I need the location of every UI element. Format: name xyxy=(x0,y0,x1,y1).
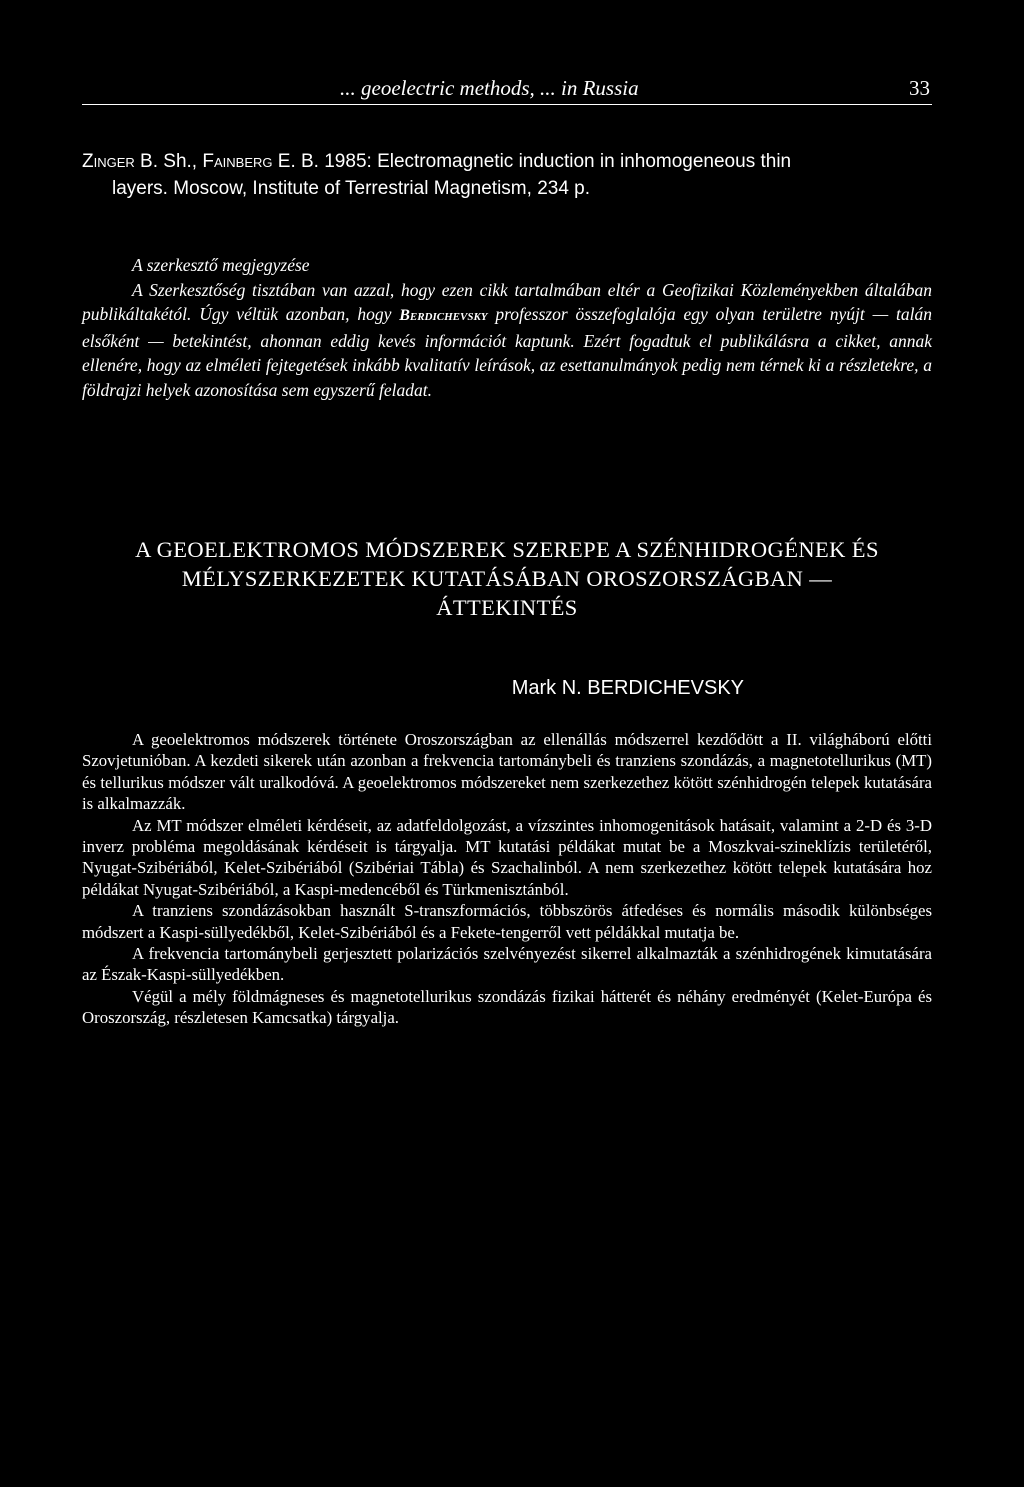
editor-note-heading: A szerkesztő megjegyzése xyxy=(132,255,310,275)
abstract xyxy=(82,729,932,1029)
article-title-line-1: A GEOELEKTROMOS MÓDSZEREK SZEREPE A SZÉNHIDROGÉNEK ÉS xyxy=(135,537,879,562)
reference-author-2-rest: E. B. 1985: Electromagnetic induction in inhomogeneous thin xyxy=(272,151,792,172)
abstract-paragraph: A geoelektromos módszerek története Oroszországban az ellenállás módszerrel kezdődött a II. világháború előtti Szovjetunióban. A kezdeti sikerek után azonban a frekvencia tartománybeli és tranziens szondázás, a magnetotellurikus (MT) és tellurikus módszer vált uralkodóvá. A geoelektromos módszereket nem szerkezethez kötött szénhidrogén telepek kutatására is alkalmazzák. xyxy=(82,730,932,814)
abstract-paragraph: A tranziens szondázásokban használt S-transzformációs, többszörös átfedéses és normális második különbséges módszert a Kaspi-süllyedékből, Kelet-Szibériából és a Fekete-tengerről vett példákkal mutatja be. xyxy=(82,901,932,942)
article-title-line-3: ÁTTEKINTÉS xyxy=(436,595,578,620)
author-name: Mark N. BERDICHEVSKY xyxy=(511,677,744,699)
editor-note-body xyxy=(82,278,932,403)
reference-author-1: Zinger xyxy=(82,151,135,172)
editor-note-name: Berdichevsky xyxy=(399,307,488,325)
editor-note xyxy=(82,253,932,403)
page-number: 33 xyxy=(909,76,930,100)
abstract-paragraph: Végül a mély földmágneses és magnetotellurikus szondázás fizikai hátterét és néhány eredményét (Kelet-Európa és Oroszország, részletesen Kamcsatka) tárgyalja. xyxy=(82,986,932,1028)
running-head xyxy=(82,74,932,105)
abstract-paragraph: A frekvencia tartománybeli gerjesztett polarizációs szelvényezést sikerrel alkalmazták a szénhidrogének kimutatására az Észak-Kaspi-süllyedékben. xyxy=(82,944,932,985)
editor-note-part-2: professzor összefoglalója egy olyan területre nyújt — talán elsőként — betekintést, ahonnan eddig kevés információt kaptunk. Ezért fogadtuk el publikálásra a cikket, annak ellenére, hogy az elméleti fejtegetések inkább kvalitatív leírások, az esettanulmányok pedig nem térnek ki a részletekre, a földrajzi helyek azonosítása sem egyszerű feladat. xyxy=(82,304,932,400)
reference-entry xyxy=(82,148,932,202)
reference-line-2: layers. Moscow, Institute of Terrestrial Magnetism, 234 p. xyxy=(112,178,591,199)
article-title-line-2: MÉLYSZERKEZETEK KUTATÁSÁBAN OROSZORSZÁGBAN — xyxy=(181,566,833,591)
editor-note-part-1: A Szerkesztőség tisztában van azzal, hogy ezen cikk tartalmában eltér a Geofizikai Közleményekben általában publikáltakétól. Úgy véltük azonban, hogy xyxy=(82,279,932,325)
running-head-title: ... geoelectric methods, ... in Russia xyxy=(340,76,639,100)
abstract-paragraph: Az MT módszer elméleti kérdéseit, az adatfeldolgozást, a vízszintes inhomogenitások hatásait, valamint a 2-D és 3-D inverz probléma megoldásának kérdéseit is tárgyalja. MT kutatási példákat mutat be a Moszkvai-szineklízis területéről, Nyugat-Szibériából, Kelet-Szibériából (Szibériai Tábla) és Szachalinból. A nem szerkezethez kötött telepek kutatására hoz példákat Nyugat-Szibériából, a Kaspi-medencéből és Türkmenisztánból. xyxy=(82,815,932,899)
article-title xyxy=(82,535,932,622)
reference-author-1-rest: B. Sh., xyxy=(134,151,203,172)
reference-author-2: Fainberg xyxy=(202,151,273,172)
article-author xyxy=(82,677,932,700)
